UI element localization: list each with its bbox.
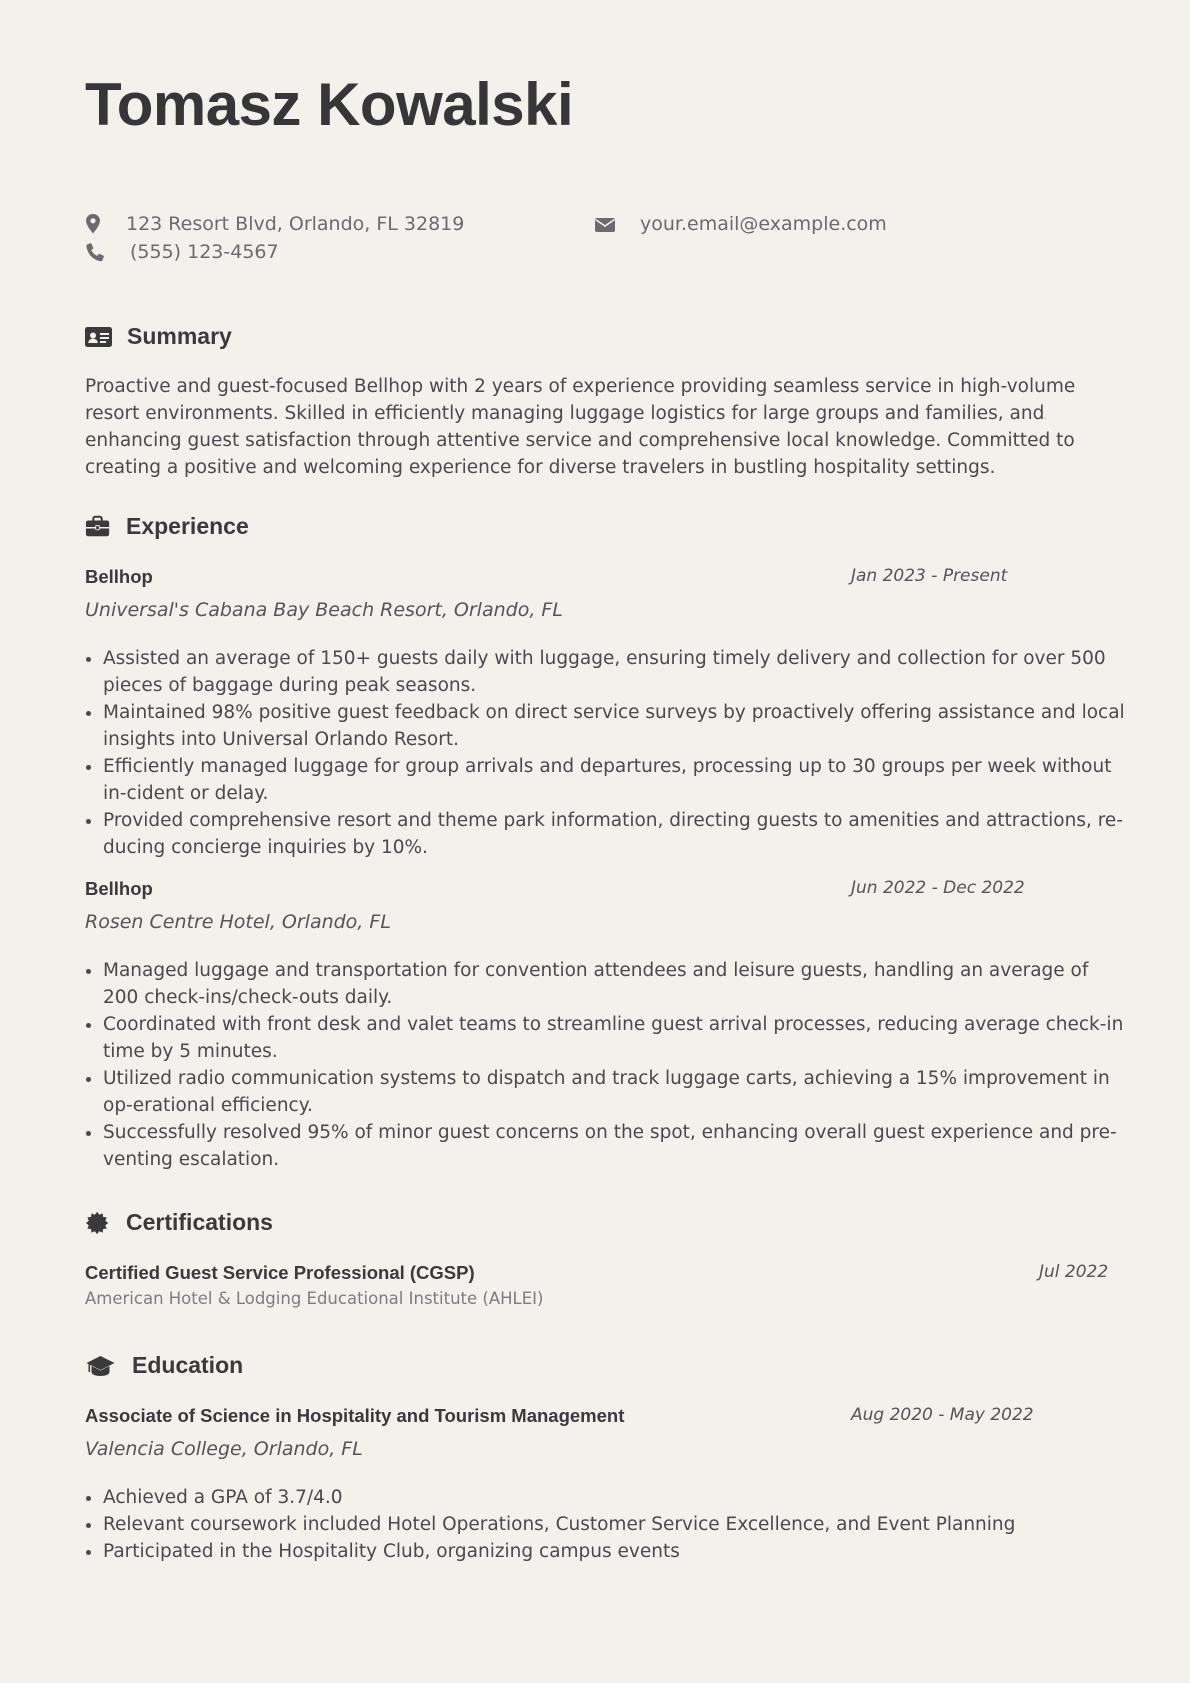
summary-title: Summary [127,323,232,349]
certifications-heading [85,1209,273,1236]
education-title: Education [132,1352,244,1378]
phone-icon [85,241,105,263]
list-item: • Efficiently managed luggage for group arrivals and departures, processing up to 30 groups per week without in-cident or delay. [103,753,1128,807]
contact-email[interactable] [595,212,887,236]
list-item: • Provided comprehensive resort and theme park information, directing guests to amenities and attractions, re-ducing concierge inquiries by 10%. [103,807,1128,861]
job-bullets [85,645,1128,861]
job-dates: Jan 2023 - Present [851,566,1008,586]
phone-text: (555) 123-4567 [130,241,279,263]
list-item: • Managed luggage and transportation for convention attendees and leisure guests, handling an average of 200 check-ins/check-outs daily. [103,957,1128,1011]
certificate-badge-icon [85,1211,111,1235]
list-item: • Relevant coursework included Hotel Operations, Customer Service Excellence, and Event Planning [103,1511,1128,1538]
briefcase-icon [85,515,111,539]
list-item: • Coordinated with front desk and valet teams to streamline guest arrival processes, reducing average check-in time by 5 minutes. [103,1011,1128,1065]
job-bullets [85,957,1128,1173]
contact-address [85,212,464,236]
address-text: 123 Resort Blvd, Orlando, FL 32819 [126,213,465,235]
graduation-cap-icon [85,1354,116,1378]
summary-heading [85,323,232,350]
job-dates: Jun 2022 - Dec 2022 [851,878,1025,898]
contact-phone [85,240,279,264]
certifications-title: Certifications [126,1209,273,1235]
certification-issuer: American Hotel & Lodging Educational Institute (AHLEI) [85,1289,544,1308]
email-link[interactable]: your.email@example.com [640,213,887,235]
list-item: • Assisted an average of 150+ guests daily with luggage, ensuring timely delivery and collection for over 500 pieces of baggage during peak seasons. [103,645,1128,699]
list-item: • Achieved a GPA of 3.7/4.0 [103,1484,1128,1511]
degree-title: Associate of Science in Hospitality and Tourism Management [85,1405,625,1426]
job-title: Bellhop [85,878,153,899]
education-dates: Aug 2020 - May 2022 [851,1405,1034,1425]
education-bullets [85,1484,1128,1565]
envelope-icon [595,213,615,235]
experience-title: Experience [126,513,249,539]
id-card-icon [85,325,113,349]
school-name: Valencia College, Orlando, FL [85,1438,363,1460]
summary-text: Proactive and guest-focused Bellhop with 2 years of experience providing seamless service in high-volume resort environments. Skilled in efficiently managing luggage logistics for large groups and families, and enhancing guest satisfaction through attentive service and comprehensive local knowledge. Committed to creating a positive and welcoming experience for diverse travelers in bustling hospitality settings. [85,376,1076,478]
list-item: • Participated in the Hospitality Club, organizing campus events [103,1538,1128,1565]
certification-name: Certified Guest Service Professional (CGSP) [85,1262,475,1283]
list-item: • Utilized radio communication systems to dispatch and track luggage carts, achieving a 15% improvement in op-erational efficiency. [103,1065,1128,1119]
job-title: Bellhop [85,566,153,587]
list-item: • Successfully resolved 95% of minor guest concerns on the spot, enhancing overall guest experience and pre-venting escalation. [103,1119,1128,1173]
education-heading [85,1352,243,1379]
experience-heading [85,513,249,540]
list-item: • Maintained 98% positive guest feedback on direct service surveys by proactively offering assistance and local insights into Universal Orlando Resort. [103,699,1128,753]
candidate-name: Tomasz Kowalski [85,71,574,138]
job-organization: Universal's Cabana Bay Beach Resort, Orlando, FL [85,599,563,621]
certification-date: Jul 2022 [1039,1262,1109,1282]
map-marker-icon [85,213,105,235]
job-organization: Rosen Centre Hotel, Orlando, FL [85,911,391,933]
